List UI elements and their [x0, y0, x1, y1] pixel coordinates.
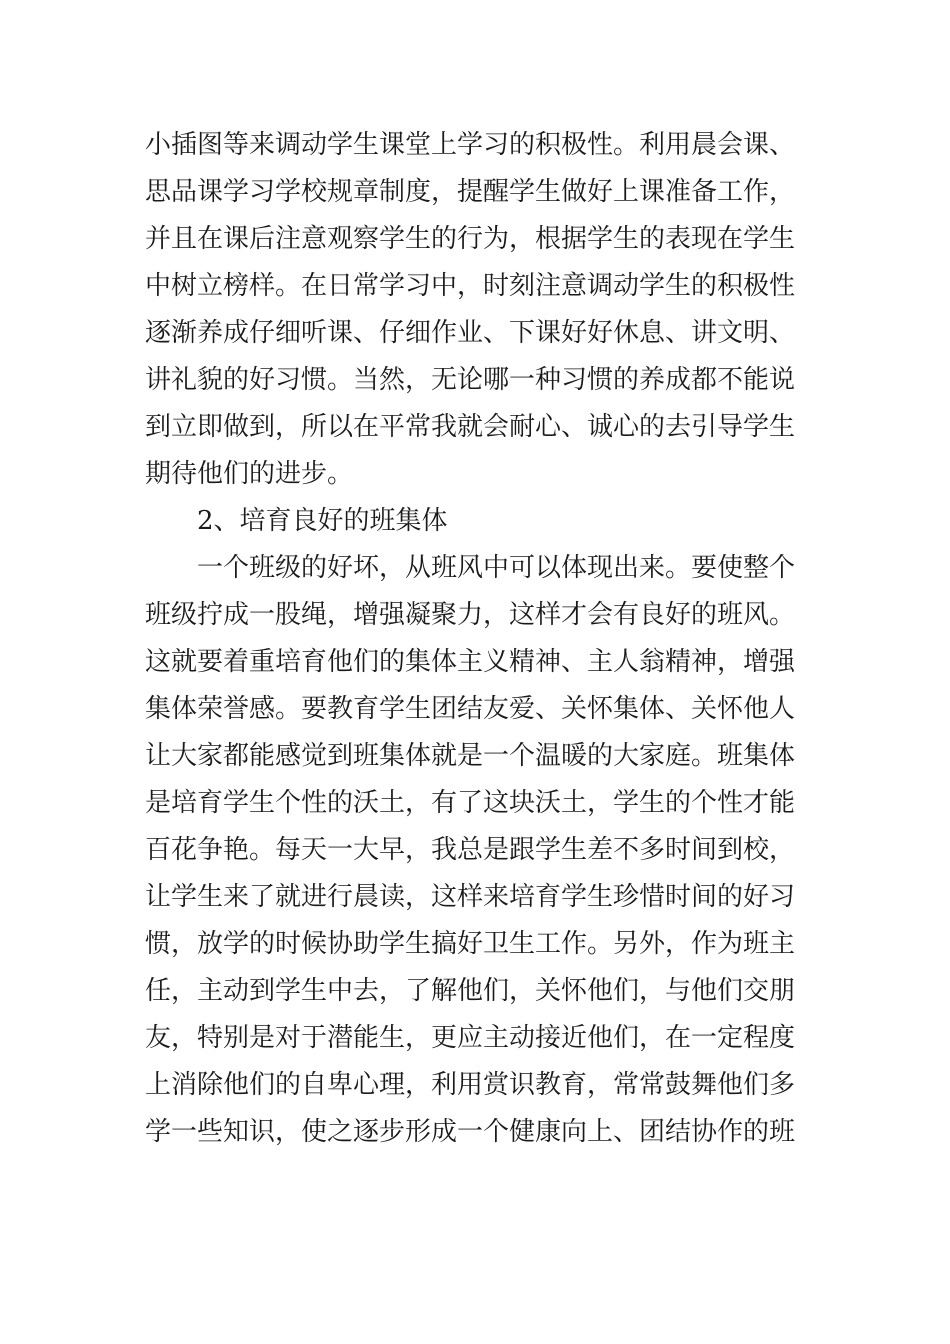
paragraph-line-indented: 2、培育良好的班集体	[197, 506, 448, 536]
paragraph-line: 期待他们的进步。	[145, 459, 354, 489]
paragraph-line: 中树立榜样。在日常学习中，时刻注意调动学生的积极性	[145, 271, 796, 301]
paragraph-line: 到立即做到，所以在平常我就会耐心、诚心的去引导学生	[145, 412, 796, 442]
paragraph-line: 逐渐养成仔细听课、仔细作业、下课好好休息、讲文明、	[145, 318, 796, 348]
paragraph-line: 并且在课后注意观察学生的行为，根据学生的表现在学生	[145, 224, 796, 254]
paragraph-line: 任，主动到学生中去，了解他们，关怀他们，与他们交朋	[145, 976, 796, 1006]
paragraph-line: 学一些知识，使之逐步形成一个健康向上、团结协作的班	[145, 1117, 796, 1147]
paragraph-line: 友，特别是对于潜能生，更应主动接近他们，在一定程度	[145, 1023, 796, 1053]
paragraph-line: 让大家都能感觉到班集体就是一个温暖的大家庭。班集体	[145, 741, 796, 771]
paragraph-line: 是培育学生个性的沃土，有了这块沃土，学生的个性才能	[145, 788, 796, 818]
paragraph-line: 思品课学习学校规章制度，提醒学生做好上课准备工作，	[145, 177, 796, 207]
paragraph-line: 这就要着重培育他们的集体主义精神、主人翁精神，增强	[145, 647, 796, 677]
paragraph-line: 集体荣誉感。要教育学生团结友爱、关怀集体、关怀他人	[145, 694, 796, 724]
paragraph-line: 惯，放学的时候协助学生搞好卫生工作。另外，作为班主	[145, 929, 796, 959]
paragraph-line: 百花争艳。每天一大早，我总是跟学生差不多时间到校，	[145, 835, 796, 865]
body-text	[145, 122, 815, 1156]
paragraph-line: 班级拧成一股绳，增强凝聚力，这样才会有良好的班风。	[145, 600, 796, 630]
paragraph-line-indented: 一个班级的好坏，从班风中可以体现出来。要使整个	[197, 553, 796, 583]
paragraph-line: 让学生来了就进行晨读，这样来培育学生珍惜时间的好习	[145, 882, 796, 912]
paragraph-line: 讲礼貌的好习惯。当然，无论哪一种习惯的养成都不能说	[145, 365, 796, 395]
paragraph-line: 小插图等来调动学生课堂上学习的积极性。利用晨会课、	[145, 130, 796, 160]
paragraph-line: 上消除他们的自卑心理，利用赏识教育，常常鼓舞他们多	[145, 1070, 796, 1100]
